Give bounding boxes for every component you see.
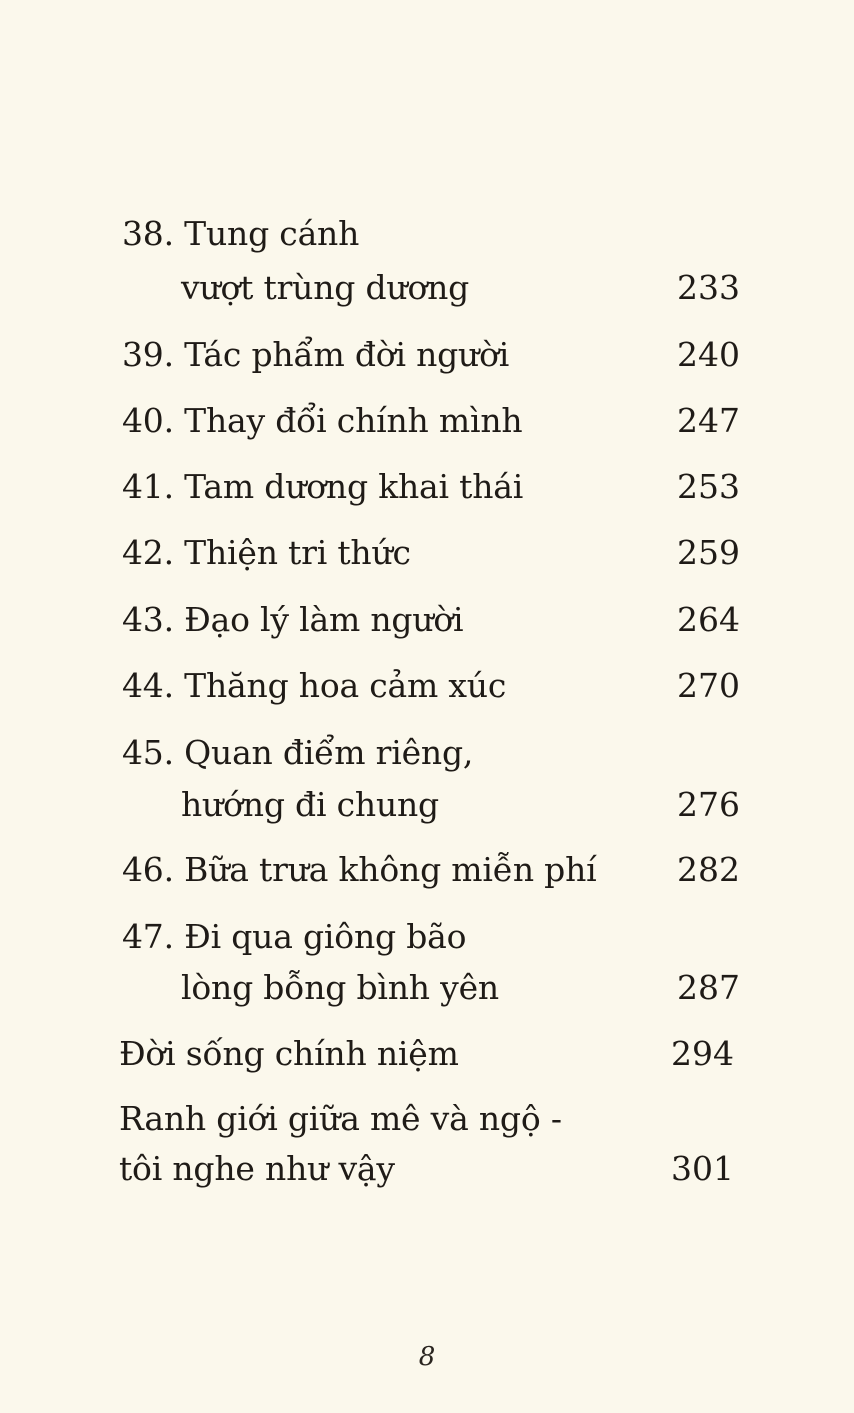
toc-entry-ranh-gioi-title-line-1: Ranh giới giữa mê và ngộ - [119,1099,562,1138]
toc-entry-chinh-niem-page: 294 [671,1034,734,1073]
toc-entry-45-page: 276 [677,785,740,824]
toc-entry-47-title-line-2: lòng bỗng bình yên [181,968,499,1007]
toc-entry-41-page: 253 [677,467,740,506]
toc-entry-45-title-line-2: hướng đi chung [181,785,439,824]
toc-entry-40-title: 40. Thay đổi chính mình [122,401,523,440]
page-number: 8 [418,1342,436,1372]
toc-entry-46-page: 282 [677,850,740,889]
toc-entry-40-page: 247 [677,401,740,440]
toc-entry-chinh-niem-title: Đời sống chính niệm [119,1034,459,1073]
toc-entry-42-title: 42. Thiện tri thức [122,533,411,572]
toc-entry-38-title-line-2: vượt trùng dương [181,268,470,307]
toc-entry-38-page: 233 [677,268,740,307]
toc-entry-46-title: 46. Bữa trưa không miễn phí [122,850,597,889]
toc-entry-38-title-line-1: 38. Tung cánh [122,214,360,253]
toc-entry-ranh-gioi-title-line-2: tôi nghe như vậy [119,1149,395,1188]
toc-entry-ranh-gioi-page: 301 [671,1149,734,1188]
toc-entry-45-title-line-1: 45. Quan điểm riêng, [122,733,474,772]
toc-entry-47-title-line-1: 47. Đi qua giông bão [122,917,467,956]
toc-entry-43-page: 264 [677,600,740,639]
toc-entry-41-title: 41. Tam dương khai thái [122,467,524,506]
toc-entry-43-title: 43. Đạo lý làm người [122,600,464,639]
toc-entry-42-page: 259 [677,533,740,572]
toc-entry-47-page: 287 [677,968,740,1007]
toc-entry-39-title: 39. Tác phẩm đời người [122,335,510,374]
toc-entry-39-page: 240 [677,335,740,374]
toc-entry-44-page: 270 [677,666,740,705]
toc-entry-44-title: 44. Thăng hoa cảm xúc [122,666,507,705]
